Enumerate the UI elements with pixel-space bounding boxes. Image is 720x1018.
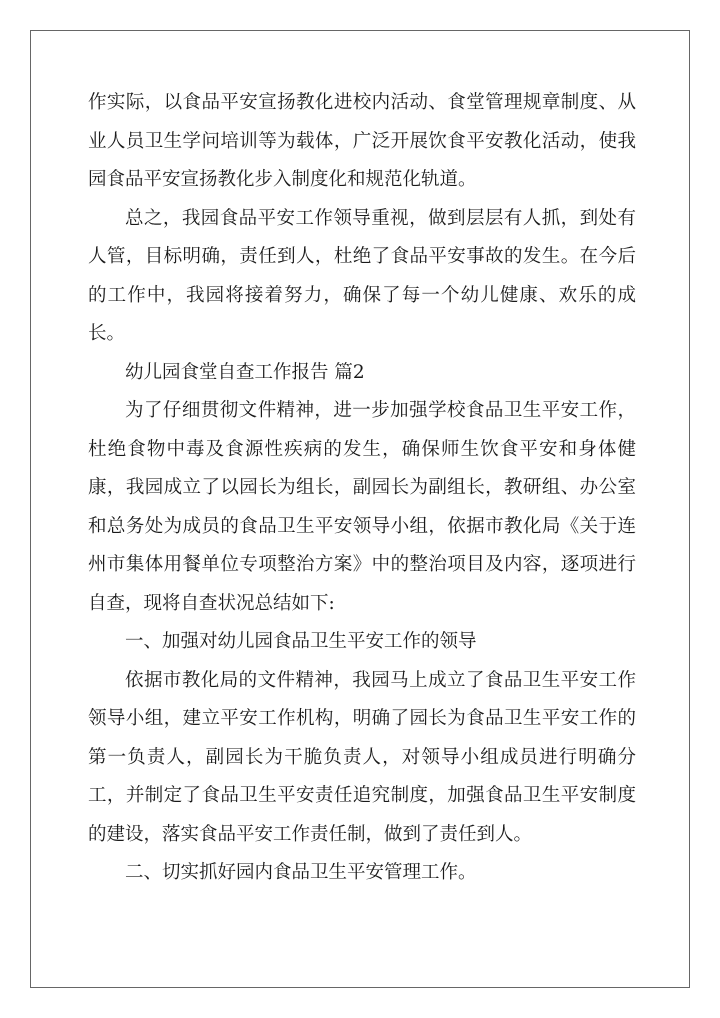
section-heading-part-2: 幼儿园食堂自查工作报告 篇2 [125, 361, 365, 383]
document-body [88, 84, 636, 893]
paragraph-4: 为了仔细贯彻文件精神，进一步加强学校食品卫生平安工作，杜绝食物中毒及食源性疾病的发生，确保师生饮食平安和身体健康，我园成立了以园长为组长，副园长为副组长，教研组、办公室和总务处为成员的食品卫生平安领导小组，依据市教化局《关于连州市集体用餐单位专项整治方案》中的整治项目及内容，逐项进行自查，现将自查状况总结如下: [88, 400, 636, 614]
subheading-1: 一、加强对幼儿园食品卫生平安工作的领导 [125, 631, 477, 652]
paragraph-6: 依据市教化局的文件精神，我园马上成立了食品卫生平安工作领导小组，建立平安工作机构，明确了园长为食品卫生平安工作的第一负责人，副园长为干脆负责人，对领导小组成员进行明确分工，并制定了食品卫生平安责任追究制度，加强食品卫生平安制度的建设，落实食品平安工作责任制，做到了责任到人。 [88, 669, 636, 845]
paragraph-1: 作实际，以食品平安宣扬教化进校内活动、食堂管理规章制度、从业人员卫生学问培训等为载体，广泛开展饮食平安教化活动，使我园食品平安宣扬教化步入制度化和规范化轨道。 [88, 92, 636, 190]
paragraph-2: 总之，我园食品平安工作领导重视，做到层层有人抓，到处有人管，目标明确，责任到人，杜绝了食品平安事故的发生。在今后的工作中，我园将接着努力，确保了每一个幼儿健康、欢乐的成长。 [88, 207, 636, 344]
subheading-2: 二、切实抓好园内食品卫生平安管理工作。 [125, 862, 477, 883]
